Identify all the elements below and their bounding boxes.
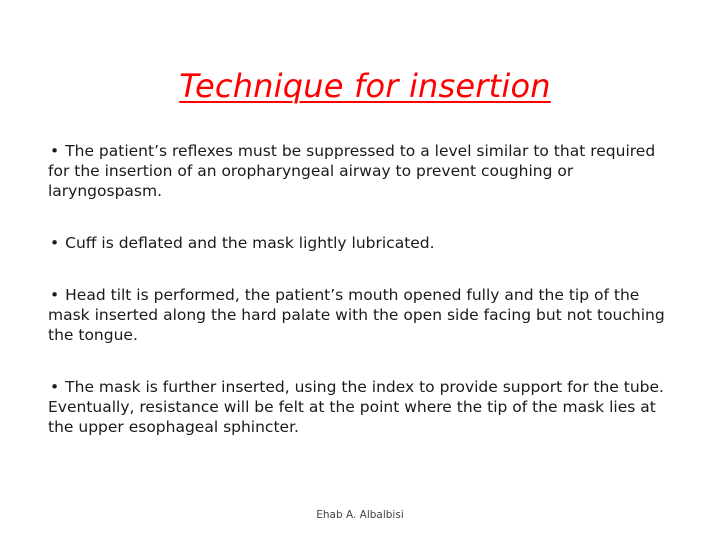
bullet-item [48,285,680,345]
bullet-text: Head tilt is performed, the patient’s mouth opened fully and the tip of the mask inserted along the hard palate with the open side facing but not touching the tongue. [48,286,665,344]
bullet-dot: • [50,142,60,160]
bullet-text: Cuff is deflated and the mask lightly lubricated. [65,234,435,252]
footer-author: Ehab A. Albalbisi [316,509,404,521]
bullet-dot: • [50,378,60,396]
bullet-list [48,141,680,437]
bullet-dot: • [50,234,60,252]
bullet-item [48,377,680,437]
bullet-item [48,233,680,253]
bullet-item [48,141,680,201]
slide-title: Technique for insertion [179,67,551,105]
bullet-text: The patient’s reflexes must be suppressed to a level similar to that required for the insertion of an oropharyngeal airway to prevent coughing or laryngospasm. [48,142,656,200]
bullet-text: The mask is further inserted, using the index to provide support for the tube. Eventually, resistance will be felt at the point where the tip of the mask lies at the upper esophageal sphincter. [48,378,664,436]
bullet-dot: • [50,286,60,304]
